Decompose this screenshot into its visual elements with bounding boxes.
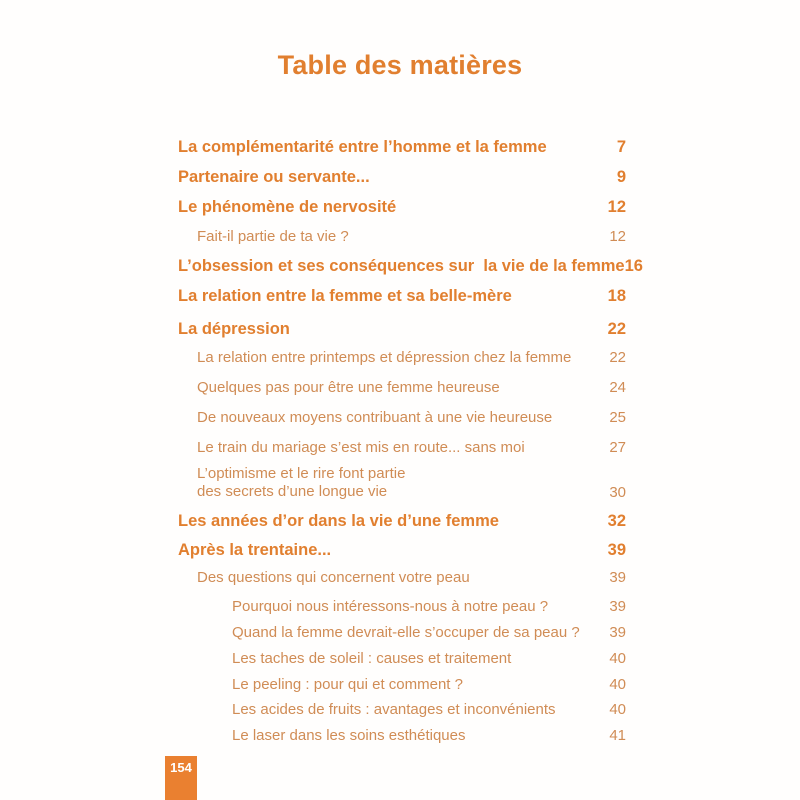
toc-entry-title: Quelques pas pour être une femme heureuse: [197, 379, 500, 396]
toc-entry-page: 27: [609, 439, 626, 456]
toc-entry-title: Après la trentaine...: [178, 541, 332, 559]
toc-entry-title: [197, 465, 405, 501]
toc-entry-title: La relation entre la femme et sa belle-mère: [178, 287, 512, 305]
toc-entry-title: Le peeling : pour qui et comment ?: [232, 676, 463, 693]
toc-entry-page: 12: [609, 228, 626, 245]
toc-entry-page: 12: [607, 198, 626, 216]
toc-entry-title-line2: des secrets d’une longue vie: [197, 483, 388, 500]
toc-entry: [178, 650, 626, 667]
toc-entry-page: 22: [607, 320, 626, 338]
toc-entry-title: La relation entre printemps et dépression chez la femme: [197, 349, 572, 366]
toc-entry-page: 9: [616, 168, 626, 186]
toc-entry-page: 39: [609, 624, 626, 641]
toc-entry-title: Les taches de soleil : causes et traitement: [232, 650, 512, 667]
toc-entry: [178, 228, 626, 245]
toc-entry: [178, 541, 626, 560]
toc-entry-title: Pourquoi nous intéressons-nous à notre peau ?: [232, 598, 549, 615]
toc-entry: [178, 569, 626, 586]
toc-entry: [178, 727, 626, 744]
toc-entry: [178, 598, 626, 615]
toc-entry-title: Les années d’or dans la vie d’une femme: [178, 512, 499, 530]
toc-entry: [178, 320, 626, 339]
toc-entry-title: Le laser dans les soins esthétiques: [232, 727, 466, 744]
toc-entry: [178, 138, 626, 157]
toc-entry-page: 18: [607, 287, 626, 305]
toc-entry-page: 24: [609, 379, 626, 396]
toc-entry: [178, 409, 626, 426]
toc-entry: [178, 349, 626, 366]
toc-entry-page: 25: [609, 409, 626, 426]
toc-entry-title: Quand la femme devrait-elle s’occuper de sa peau ?: [232, 624, 580, 641]
toc-entry-title: L’obsession et ses conséquences sur la vie de la femme: [178, 257, 625, 275]
toc-entry: [178, 624, 626, 641]
toc-entry-title: La complémentarité entre l’homme et la femme: [178, 138, 547, 156]
toc-entry-page: 22: [609, 349, 626, 366]
toc-entry: [178, 512, 626, 531]
toc-entry-page: 39: [609, 598, 626, 615]
toc-entry: [178, 198, 626, 217]
toc-entry-title: Partenaire ou servante...: [178, 168, 370, 186]
toc-entry: [178, 287, 626, 306]
page-number-badge: 154: [165, 756, 197, 800]
toc-entry: [178, 168, 626, 187]
toc-entry-title: Le train du mariage s’est mis en route... sans moi: [197, 439, 525, 456]
toc-entry-page: 40: [609, 650, 626, 667]
toc-entry: [178, 379, 626, 396]
toc-entry-title: Les acides de fruits : avantages et inconvénients: [232, 701, 556, 718]
toc-entry-title: La dépression: [178, 320, 290, 338]
toc-entry: [178, 465, 626, 501]
toc-entry-page: 39: [607, 541, 626, 559]
toc-entry-title: Le phénomène de nervosité: [178, 198, 397, 216]
toc-entry-page: 39: [609, 569, 626, 586]
toc-entry-page: 16: [624, 257, 643, 275]
toc-entry-page: 40: [609, 701, 626, 718]
toc-entry-title: De nouveaux moyens contribuant à une vie heureuse: [197, 409, 553, 426]
toc-entry-page: 32: [607, 512, 626, 530]
toc-entry-title-line1: L’optimisme et le rire font partie: [197, 465, 406, 482]
toc-entry-page: 7: [616, 138, 626, 156]
toc-entry-title: Des questions qui concernent votre peau: [197, 569, 470, 586]
toc-entry-title: Fait-il partie de ta vie ?: [197, 228, 349, 245]
toc-entry-page: 41: [609, 727, 626, 744]
toc-entry-page: 40: [609, 676, 626, 693]
toc-entry-page: 30: [609, 484, 626, 501]
toc-entry: [178, 701, 626, 718]
toc-entry: [178, 257, 643, 276]
page-title: Table des matières: [277, 50, 523, 80]
toc-entry: [178, 676, 626, 693]
toc-entry: [178, 439, 626, 456]
